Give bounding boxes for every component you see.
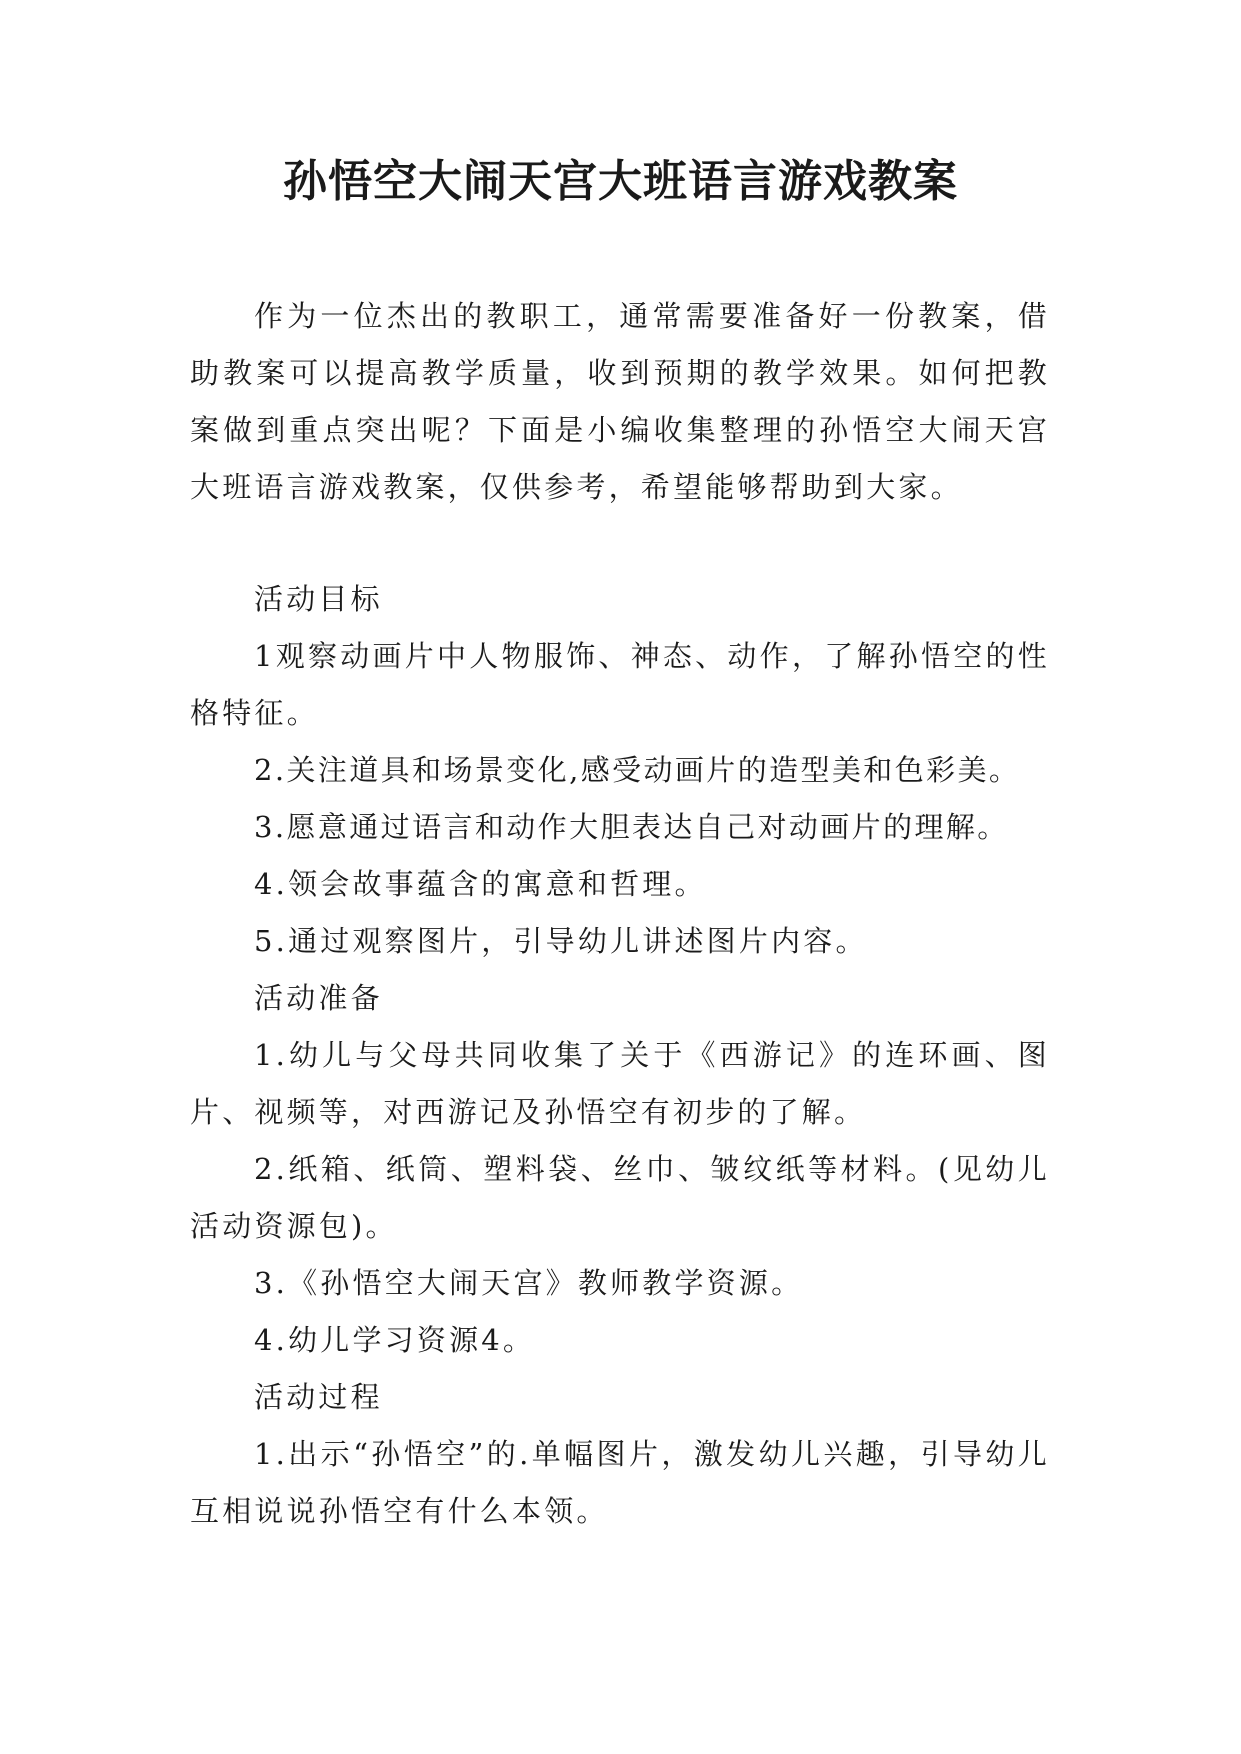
- prep-item: 4.幼儿学习资源4。: [254, 1323, 536, 1357]
- goal-item: 2.关注道具和场景变化,感受动画片的造型美和色彩美。: [254, 753, 1021, 787]
- document-body: [190, 288, 1050, 1540]
- goal-item: 3.愿意通过语言和动作大胆表达自己对动画片的理解。: [254, 810, 1009, 844]
- document-title: 孙悟空大闹天宫大班语言游戏教案: [283, 156, 958, 207]
- goal-item: 5.通过观察图片，引导幼儿讲述图片内容。: [254, 924, 868, 958]
- spacer: [190, 516, 1050, 571]
- intro-paragraph: 作为一位杰出的教职工，通常需要准备好一份教案，借助教案可以提高教学质量，收到预期的教学效果。如何把教案做到重点突出呢？下面是小编收集整理的孙悟空大闹天宫大班语言游戏教案，仅供参考，希望能够帮助到大家。: [190, 299, 1050, 504]
- prep-item: 3.《孙悟空大闹天宫》教师教学资源。: [254, 1266, 804, 1300]
- section-heading-process: 活动过程: [254, 1380, 383, 1414]
- section-heading-goals: 活动目标: [254, 582, 383, 616]
- goal-item: 1观察动画片中人物服饰、神态、动作，了解孙悟空的性格特征。: [190, 639, 1050, 730]
- prep-item: 1.幼儿与父母共同收集了关于《西游记》的连环画、图片、视频等，对西游记及孙悟空有初步的了解。: [190, 1038, 1050, 1129]
- goal-item: 4.领会故事蕴含的寓意和哲理。: [254, 867, 707, 901]
- prep-item: 2.纸箱、纸筒、塑料袋、丝巾、皱纹纸等材料。(见幼儿活动资源包)。: [190, 1152, 1050, 1243]
- process-item: 1.出示“孙悟空”的.单幅图片，激发幼儿兴趣，引导幼儿互相说说孙悟空有什么本领。: [190, 1437, 1050, 1528]
- section-heading-prep: 活动准备: [254, 981, 383, 1015]
